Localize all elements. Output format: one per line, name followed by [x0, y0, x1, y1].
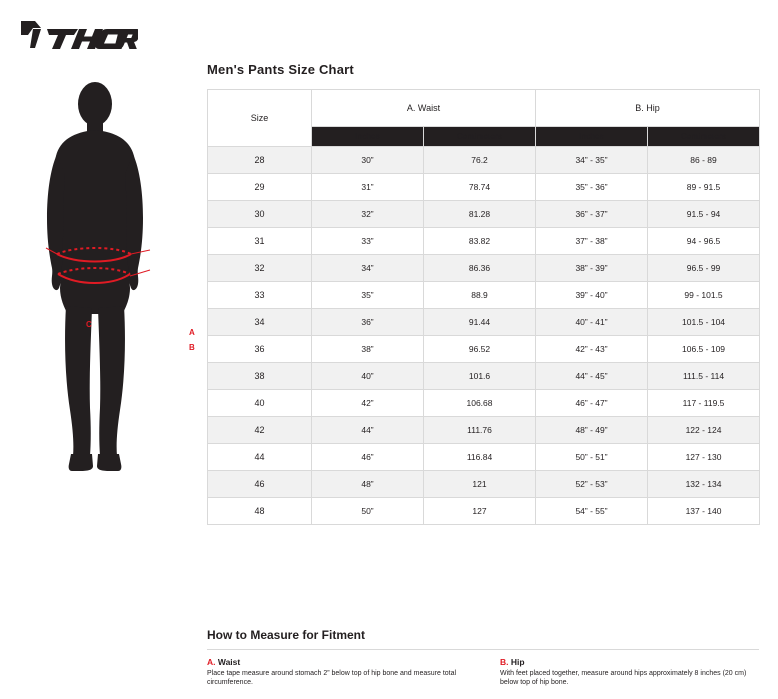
cell-waist-in: 30”: [312, 147, 424, 174]
cell-hip-cm: 137 - 140: [648, 498, 760, 525]
instruction-waist: [207, 657, 466, 688]
header-size: Size: [208, 90, 312, 147]
header-hip-inches: Inches: [536, 127, 648, 147]
cell-waist-cm: 76.2: [424, 147, 536, 174]
cell-waist-cm: 116.84: [424, 444, 536, 471]
cell-hip-cm: 91.5 - 94: [648, 201, 760, 228]
instruction-waist-mark: A.: [207, 657, 216, 667]
cell-waist-in: 38”: [312, 336, 424, 363]
cell-waist-cm: 86.36: [424, 255, 536, 282]
table-row: [208, 417, 760, 444]
cell-hip-in: 54” - 55”: [536, 498, 648, 525]
table-row: [208, 309, 760, 336]
instruction-waist-title: Waist: [215, 657, 241, 667]
cell-waist-in: 50”: [312, 498, 424, 525]
cell-hip-cm: 89 - 91.5: [648, 174, 760, 201]
cell-hip-cm: 127 - 130: [648, 444, 760, 471]
cell-waist-in: 33”: [312, 228, 424, 255]
header-waist-centimeters: Centimeters: [424, 127, 536, 147]
cell-size: 28: [208, 147, 312, 174]
cell-hip-cm: 117 - 119.5: [648, 390, 760, 417]
instruction-waist-body: Place tape measure around stomach 2” below top of hip bone and measure total circumference.: [207, 670, 457, 687]
cell-size: 40: [208, 390, 312, 417]
cell-hip-in: 50” - 51”: [536, 444, 648, 471]
table-row: [208, 255, 760, 282]
cell-hip-cm: 86 - 89: [648, 147, 760, 174]
cell-hip-in: 44” - 45”: [536, 363, 648, 390]
cell-size: 31: [208, 228, 312, 255]
table-row: [208, 282, 760, 309]
body-measurement-figure: [30, 78, 195, 468]
cell-waist-in: 40”: [312, 363, 424, 390]
cell-waist-in: 31”: [312, 174, 424, 201]
figure-label-a: A: [189, 328, 195, 337]
header-group-hip: B. Hip: [536, 90, 760, 127]
instruction-hip-mark: B.: [500, 657, 509, 667]
table-row: [208, 498, 760, 525]
figure-label-c: C: [86, 320, 92, 329]
size-chart-body: [208, 147, 760, 525]
instruction-waist-heading: [207, 657, 466, 667]
cell-size: 44: [208, 444, 312, 471]
cell-hip-cm: 122 - 124: [648, 417, 760, 444]
cell-waist-cm: 111.76: [424, 417, 536, 444]
table-row: [208, 444, 760, 471]
instruction-hip-body: With feet placed together, measure around hips approximately 8 inches (20 cm) below top of hip bone.: [500, 670, 747, 687]
cell-waist-cm: 121: [424, 471, 536, 498]
cell-waist-in: 42”: [312, 390, 424, 417]
header-group-waist: A. Waist: [312, 90, 536, 127]
divider: [207, 649, 759, 650]
table-row: [208, 228, 760, 255]
cell-waist-in: 48”: [312, 471, 424, 498]
cell-size: 36: [208, 336, 312, 363]
header-waist-inches: Inches: [312, 127, 424, 147]
cell-hip-in: 46” - 47”: [536, 390, 648, 417]
cell-hip-cm: 96.5 - 99: [648, 255, 760, 282]
cell-hip-in: 48” - 49”: [536, 417, 648, 444]
cell-size: 34: [208, 309, 312, 336]
cell-size: 33: [208, 282, 312, 309]
cell-size: 38: [208, 363, 312, 390]
cell-waist-in: 36”: [312, 309, 424, 336]
cell-hip-cm: 94 - 96.5: [648, 228, 760, 255]
table-header-group-row: [208, 90, 760, 127]
instruction-hip-title: Hip: [508, 657, 525, 667]
cell-waist-cm: 88.9: [424, 282, 536, 309]
cell-waist-cm: 81.28: [424, 201, 536, 228]
cell-hip-in: 38” - 39”: [536, 255, 648, 282]
cell-hip-cm: 111.5 - 114: [648, 363, 760, 390]
cell-size: 30: [208, 201, 312, 228]
cell-waist-in: 46”: [312, 444, 424, 471]
cell-hip-in: 39” - 40”: [536, 282, 648, 309]
cell-waist-in: 32”: [312, 201, 424, 228]
cell-hip-cm: 99 - 101.5: [648, 282, 760, 309]
cell-size: 32: [208, 255, 312, 282]
cell-size: 46: [208, 471, 312, 498]
header-hip-centimeters: Centimeters: [648, 127, 760, 147]
page-title: Men's Pants Size Chart: [207, 62, 354, 77]
cell-size: 42: [208, 417, 312, 444]
instruction-hip-heading: [500, 657, 759, 667]
chart-section: [207, 62, 759, 525]
table-row: [208, 363, 760, 390]
cell-hip-in: 35” - 36”: [536, 174, 648, 201]
table-row: [208, 471, 760, 498]
measure-instructions-title: How to Measure for Fitment: [207, 628, 366, 642]
cell-hip-cm: 106.5 - 109: [648, 336, 760, 363]
cell-hip-cm: 132 - 134: [648, 471, 760, 498]
cell-waist-cm: 83.82: [424, 228, 536, 255]
cell-hip-in: 40” - 41”: [536, 309, 648, 336]
cell-hip-in: 34” - 35”: [536, 147, 648, 174]
instruction-hip: [500, 657, 759, 688]
cell-waist-in: 44”: [312, 417, 424, 444]
cell-hip-in: 36” - 37”: [536, 201, 648, 228]
table-row: [208, 201, 760, 228]
table-row: [208, 336, 760, 363]
table-row: [208, 147, 760, 174]
size-chart-table: [207, 89, 760, 525]
cell-waist-in: 34”: [312, 255, 424, 282]
cell-waist-in: 35”: [312, 282, 424, 309]
cell-waist-cm: 127: [424, 498, 536, 525]
cell-hip-in: 52” - 53”: [536, 471, 648, 498]
table-row: [208, 390, 760, 417]
cell-waist-cm: 78.74: [424, 174, 536, 201]
measure-instructions: [207, 628, 759, 688]
cell-hip-cm: 101.5 - 104: [648, 309, 760, 336]
table-row: [208, 174, 760, 201]
cell-waist-cm: 101.6: [424, 363, 536, 390]
cell-hip-in: 37” - 38”: [536, 228, 648, 255]
cell-waist-cm: 91.44: [424, 309, 536, 336]
thor-logo: [18, 18, 138, 54]
figure-label-b: B: [189, 343, 195, 352]
cell-hip-in: 42” - 43”: [536, 336, 648, 363]
cell-waist-cm: 106.68: [424, 390, 536, 417]
cell-waist-cm: 96.52: [424, 336, 536, 363]
cell-size: 29: [208, 174, 312, 201]
cell-size: 48: [208, 498, 312, 525]
